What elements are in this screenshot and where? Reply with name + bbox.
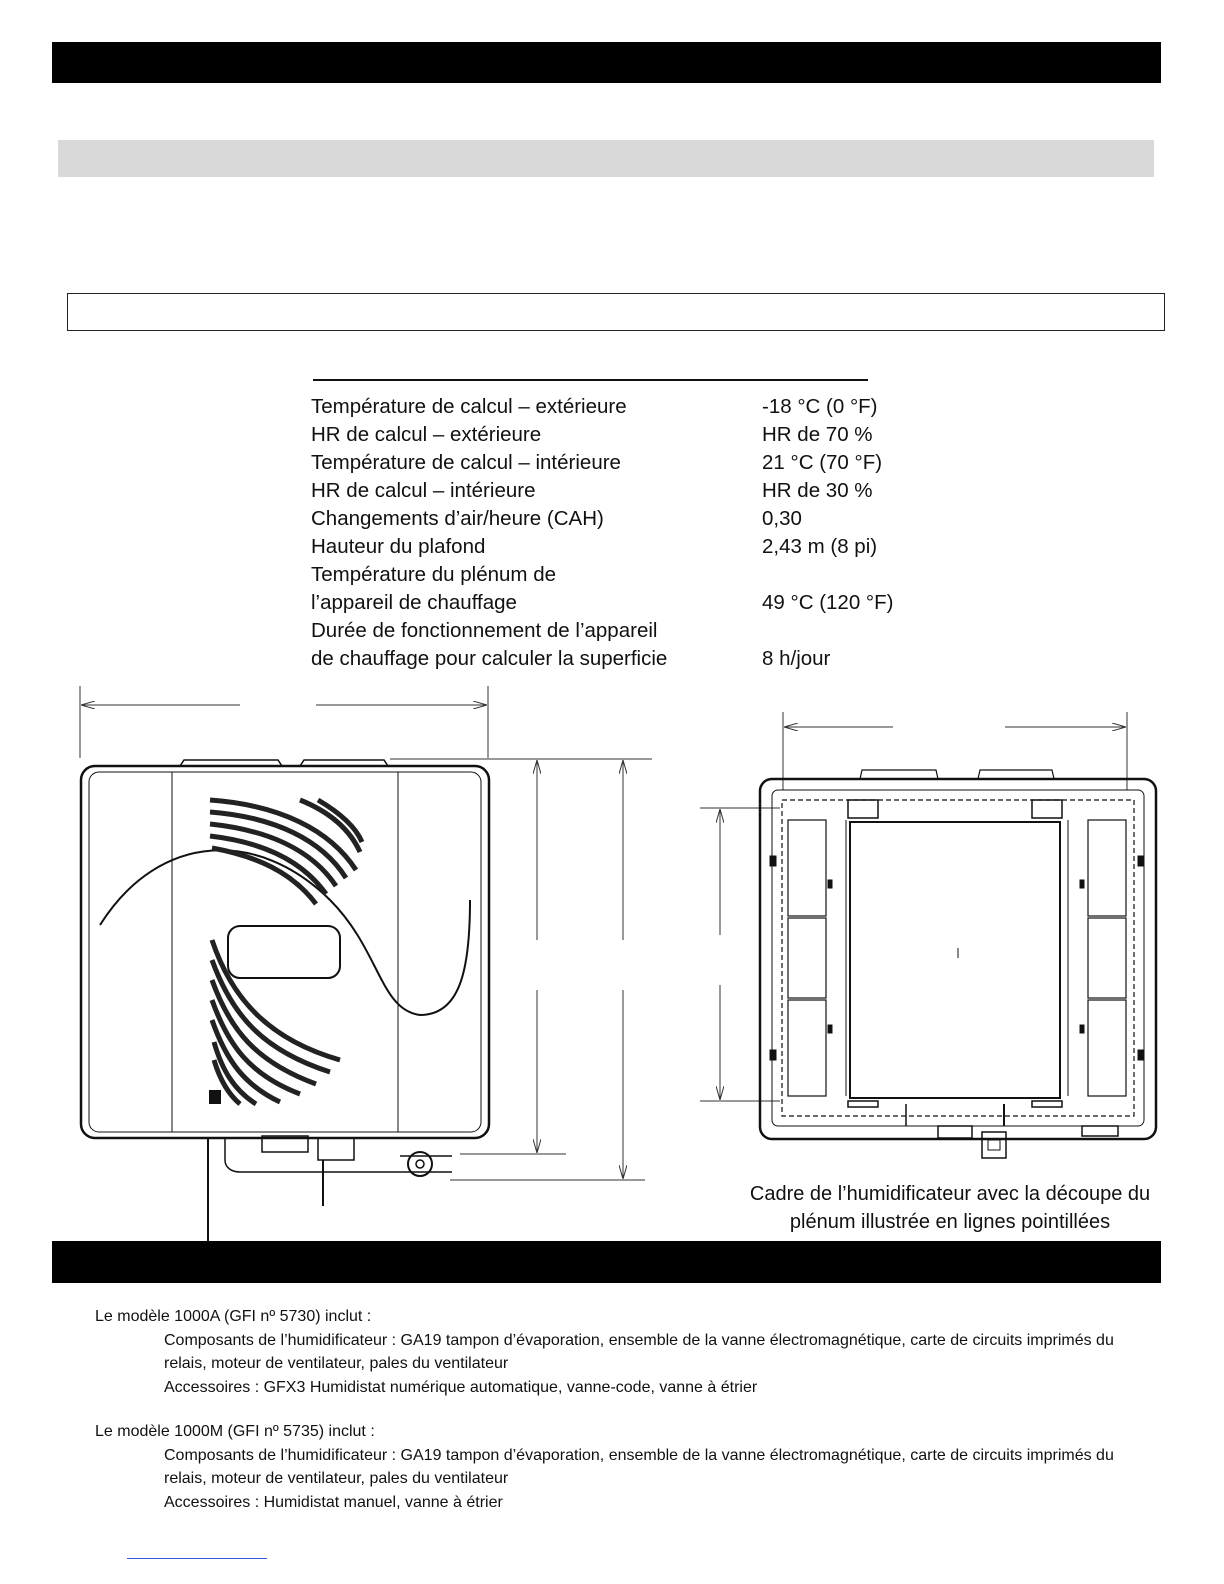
accessories-text: Accessoires : GFX3 Humidistat numérique automatique, vanne-code, vanne à étrier — [164, 1378, 758, 1396]
humidifier-front-view — [81, 760, 489, 1250]
spec-value: 21 °C (70 °F) — [762, 451, 883, 474]
spec-label: Température de calcul – extérieure — [311, 395, 627, 418]
spec-label: HR de calcul – intérieure — [311, 479, 536, 502]
spec-value: HR de 30 % — [762, 479, 873, 502]
components-text: Composants de l’humidificateur : GA19 tampon d’évaporation, ensemble de la vanne électromagnétique, carte de circuits imprimés du relais, moteur de ventilateur, pales du ventilateur — [164, 1331, 1114, 1372]
spec-value: -18 °C (0 °F) — [762, 395, 878, 418]
spec-label: HR de calcul – extérieure — [311, 423, 542, 446]
spec-value: 49 °C (120 °F) — [762, 591, 894, 614]
included-header-bar — [52, 1241, 1161, 1283]
spec-value: 8 h/jour — [762, 647, 831, 670]
spec-label: Température de calcul – intérieure — [311, 451, 621, 474]
spec-label: Changements d’air/heure (CAH) — [311, 507, 604, 530]
accessories-text: Accessoires : Humidistat manuel, vanne à étrier — [164, 1493, 503, 1511]
model-heading: Le modèle 1000A (GFI nº 5730) inclut : — [95, 1308, 372, 1325]
humidifier-frame-view — [760, 770, 1156, 1158]
spec-label: Hauteur du plafond — [311, 535, 486, 558]
footer-link-underline — [127, 1558, 267, 1559]
spec-value: 0,30 — [762, 507, 802, 530]
spec-value: 2,43 m (8 pi) — [762, 535, 878, 558]
frame-caption: Cadre de l’humidificateur avec la découpe du plénum illustrée en lignes pointillées — [749, 1183, 1151, 1233]
model-heading: Le modèle 1000M (GFI nº 5735) inclut : — [95, 1423, 375, 1440]
spec-label: Durée de fonctionnement de l’appareil de chauffage pour calculer la superficie — [311, 619, 668, 670]
components-text: Composants de l’humidificateur : GA19 tampon d’évaporation, ensemble de la vanne électromagnétique, carte de circuits imprimés du relais, moteur de ventilateur, pales du ventilateur — [164, 1446, 1114, 1487]
spec-label: Température du plénum de l’appareil de chauffage — [311, 563, 557, 614]
spec-value: HR de 70 % — [762, 423, 873, 446]
